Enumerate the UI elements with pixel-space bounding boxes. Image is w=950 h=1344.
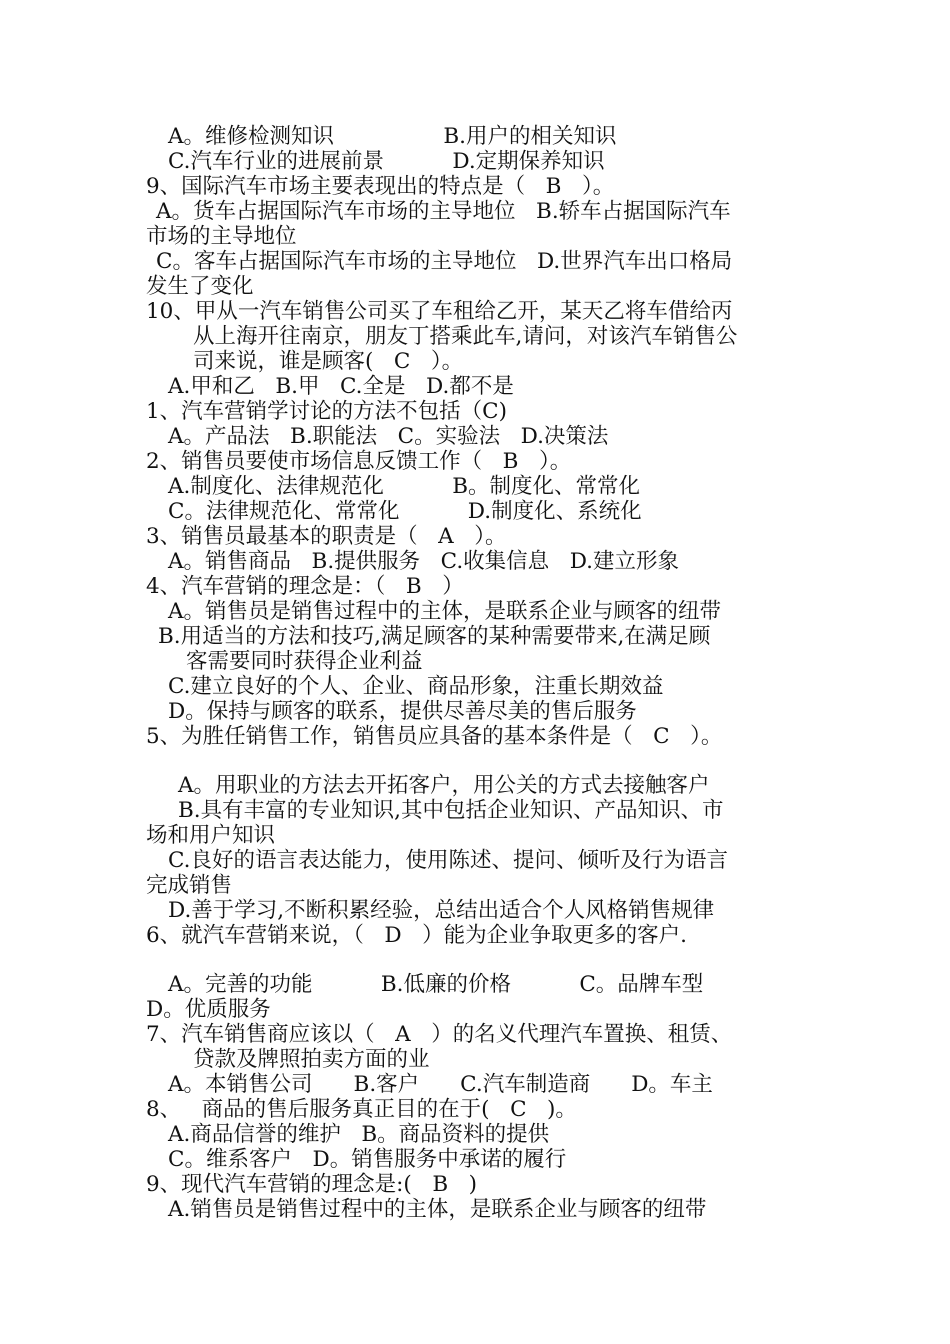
text-line: 市场的主导地位 <box>146 224 297 249</box>
text-line: A.销售员是销售过程中的主体，是联系企业与顾客的纽带 <box>168 1197 707 1222</box>
text-line: 司来说，谁是顾客( C ）。 <box>193 349 464 374</box>
question-line: 2、销售员要使市场信息反馈工作（ B ）。 <box>146 449 572 474</box>
question-line: 9、国际汽车市场主要表现出的特点是（ B ）。 <box>146 174 615 199</box>
text-line: C.汽车行业的进展前景 D.定期保养知识 <box>168 149 605 174</box>
text-line: B.具有丰富的专业知识,其中包括企业知识、产品知识、市 <box>178 798 724 823</box>
text-line: C。维系客户 D。销售服务中承诺的履行 <box>168 1147 567 1172</box>
text-line: A。销售员是销售过程中的主体，是联系企业与顾客的纽带 <box>168 599 722 624</box>
text-line: A。货车占据国际汽车市场的主导地位 B.轿车占据国际汽车 <box>156 199 731 224</box>
question-line: 10、甲从一汽车销售公司买了车租给乙开，某天乙将车借给丙 <box>146 299 733 324</box>
text-line: A。销售商品 B.提供服务 C.收集信息 D.建立形象 <box>168 549 679 574</box>
text-line: A。本销售公司 B.客户 C.汽车制造商 D。车主 <box>168 1072 713 1097</box>
text-line: D.善于学习,不断积累经验，总结出适合个人风格销售规律 <box>168 898 715 923</box>
text-line: A。维修检测知识 B.用户的相关知识 <box>168 124 617 149</box>
question-line: 4、汽车营销的理念是：（ B ） <box>146 574 464 599</box>
question-line: 8、 商品的售后服务真正目的在于( C )。 <box>146 1097 577 1122</box>
text-line: A。产品法 B.职能法 C。实验法 D.决策法 <box>168 424 609 449</box>
text-line: C。法律规范化、常常化 D.制度化、系统化 <box>168 499 642 524</box>
question-line: 6、就汽车营销来说，（ D ）能为企业争取更多的客户. <box>146 923 688 948</box>
question-line: 3、销售员最基本的职责是（ A ）。 <box>146 524 507 549</box>
question-line: 9、现代汽车营销的理念是:( B ) <box>146 1172 478 1197</box>
text-line: D。保持与顾客的联系，提供尽善尽美的售后服务 <box>168 699 637 724</box>
text-line: B.用适当的方法和技巧,满足顾客的某种需要带来,在满足顾 <box>158 624 711 649</box>
question-line: 1、汽车营销学讨论的方法不包括（C) <box>146 399 508 424</box>
text-line: 发生了变化 <box>146 274 254 299</box>
question-line: 5、为胜任销售工作，销售员应具备的基本条件是（ C ）。 <box>146 724 723 749</box>
text-line: C。客车占据国际汽车市场的主导地位 D.世界汽车出口格局 <box>156 249 733 274</box>
text-line: 场和用户知识 <box>146 823 276 848</box>
text-line: 完成销售 <box>146 873 233 898</box>
text-line: A.商品信誉的维护 B。商品资料的提供 <box>168 1122 550 1147</box>
text-line: 贷款及牌照拍卖方面的业 <box>193 1047 430 1072</box>
text-line: C.良好的语言表达能力，使用陈述、提问、倾听及行为语言 <box>168 848 729 873</box>
text-line: A。完善的功能 B.低廉的价格 C。品牌车型 <box>168 972 704 997</box>
text-line: D。优质服务 <box>146 997 271 1022</box>
text-line: 客需要同时获得企业利益 <box>186 649 423 674</box>
text-line: C.建立良好的个人、企业、商品形象，注重长期效益 <box>168 674 664 699</box>
text-line: 从上海开往南京，朋友丁搭乘此车,请问，对该汽车销售公 <box>193 324 738 349</box>
text-line: A。用职业的方法去开拓客户，用公关的方式去接触客户 <box>178 773 710 798</box>
question-line: 7、汽车销售商应该以（ A ）的名义代理汽车置换、租赁、 <box>146 1022 733 1047</box>
text-line: A.制度化、法律规范化 B。制度化、常常化 <box>168 474 641 499</box>
text-line: A.甲和乙 B.甲 C.全是 D.都不是 <box>168 374 514 399</box>
